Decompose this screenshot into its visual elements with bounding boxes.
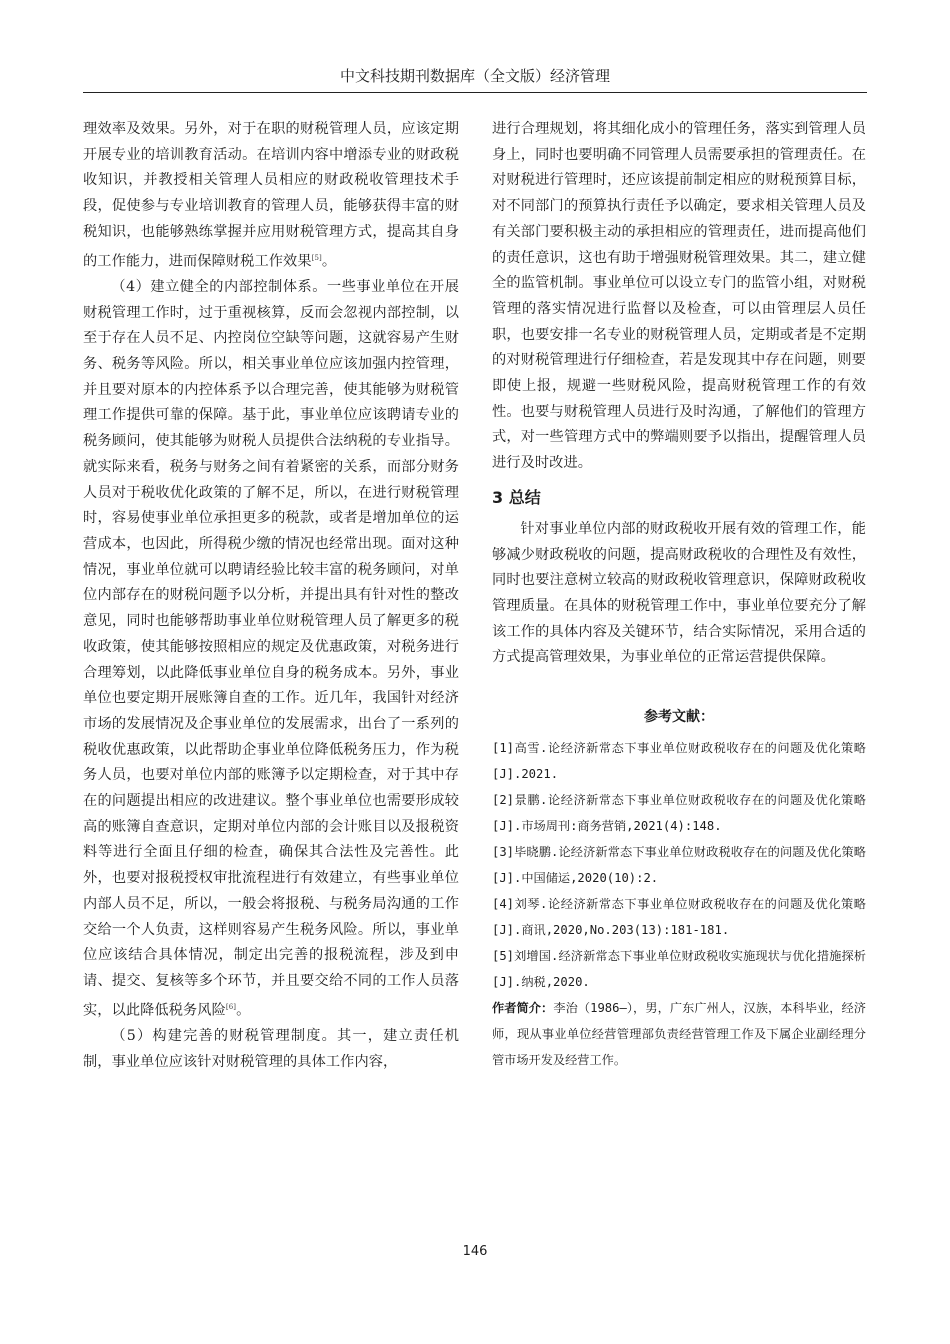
section-heading: 3 总结 bbox=[492, 487, 541, 507]
page-number: 146 bbox=[462, 1244, 488, 1259]
author-bio bbox=[492, 995, 866, 1073]
left-column bbox=[83, 117, 459, 1075]
paragraph-end: 。 bbox=[321, 253, 337, 270]
paragraph bbox=[83, 275, 459, 1024]
reference-item: [5]刘增国.经济新常态下事业单位财政税收实施现状与优化措施探析[J].纳税,2020. bbox=[492, 949, 866, 990]
right-column bbox=[492, 117, 866, 1073]
references-list bbox=[492, 735, 866, 995]
paragraph-text: （5）构建完善的财税管理制度。其一，建立责任机制，事业单位应该针对财税管理的具体工作内容， bbox=[83, 1028, 459, 1070]
references-title: 参考文献： bbox=[644, 709, 714, 726]
journal-header bbox=[83, 62, 867, 93]
reference-item: [3]毕晓鹏.论经济新常态下事业单位财政税收存在的问题及优化策略[J].中国储运,2020(10):2. bbox=[492, 845, 866, 886]
paragraph-text: 进行合理规划，将其细化成小的管理任务，落实到管理人员身上，同时也要明确不同管理人员需要承担的管理责任。在对财税进行管理时，还应该提前制定相应的财税预算目标，对不同部门的预算执行责任予以确定，要求相关管理人员及有关部门要积极主动的承担相应的管理责任，进而提高他们的责任意识，这也有助于增强财税管理效果。其二，建立健全的监管机制。事业单位可以设立专门的监管小组，对财税管理的落实情况进行监督以及检查，可以由管理层人员任职，也要安排一名专业的财税管理人员，定期或者是不定期的对财税管理进行仔细检查，若是发现其中存在问题，则要即使上报，规避一些财税风险，提高财税管理工作的有效性。也要与财税管理人员进行及时沟通，了解他们的管理方式，对一些管理方式中的弊端则要予以指出，提醒管理人员进行及时改进。 bbox=[492, 121, 866, 472]
author-bio-text: 李治（1986—），男，广东广州人，汉族，本科毕业，经济师，现从事业单位经营管理部负责经营管理工作及下属企业副经理分管市场开发及经营工作。 bbox=[492, 1001, 866, 1068]
paragraph-end: 。 bbox=[236, 1002, 251, 1019]
paragraph bbox=[492, 517, 866, 671]
reference-item: [4]刘琴.论经济新常态下事业单位财政税收存在的问题及优化策略[J].商讯,2020,No.203(13):181-181. bbox=[492, 897, 866, 938]
paragraph bbox=[83, 117, 459, 275]
paragraph bbox=[83, 1024, 459, 1075]
paragraph-text: 针对事业单位内部的财政税收开展有效的管理工作，能够减少财政税收的问题，提高财政税收的合理性及有效性，同时也要注意树立较高的财政税收管理意识，保障财政税收管理质量。在具体的财税管理工作中，事业单位要充分了解该工作的具体内容及关键环节，结合实际情况，采用合适的方式提高管理效果，为事业单位的正常运营提供保障。 bbox=[492, 520, 866, 666]
citation-marker: [5] bbox=[311, 253, 322, 262]
author-bio-label: 作者简介： bbox=[492, 1001, 554, 1016]
paragraph-text: （4）建立健全的内部控制体系。一些事业单位在开展财税管理工作时，过于重视核算，反而会忽视内部控制，以至于存在人员不足、内控岗位空缺等问题，这就容易产生财务、税务等风险。所以，相关事业单位应该加强内控管理，并且要对原本的内控体系予以合理完善，使其能够为财税管理工作提供可靠的保障。基于此，事业单位应该聘请专业的税务顾问，使其能够为财税人员提供合法纳税的专业指导。就实际来看，税务与财务之间有着紧密的关系，而部分财务人员对于税收优化政策的了解不足，所以，在进行财税管理时，容易使事业单位承担更多的税款，或者是增加单位的运营成本，也因此，所得税少缴的情况也经常出现。面对这种情况，事业单位就可以聘请经验比较丰富的税务顾问，对单位内部存在的财税问题予以分析，并提出具有针对性的整改意见，同时也能够帮助事业单位财税管理人员了解更多的税收政策，使其能够按照相应的规定及优惠政策，对税务进行合理筹划，以此降低事业单位自身的税务成本。另外，事业单位也要定期开展账簿自查的工作。近几年，我国针对经济市场的发展情况及企事业单位的发展需求，出台了一系列的税收优惠政策，以此帮助企事业单位降低税务压力，作为税务人员，也要对单位内部的账簿予以定期检查，对于其中存在的问题提出相应的改进建议。整个事业单位也需要形成较高的账簿自查意识，定期对单位内部的会计账目以及报税资料等进行全面且仔细的检查，确保其合法性及完善性。此外，也要对报税授权审批流程进行有效建立，有些事业单位内部人员不足，所以，一般会将报税、与税务局沟通的工作交给一个人负责，这样则容易产生税务风险。所以，事业单位应该结合具体情况，制定出完善的报税流程，涉及到申请、提交、复核等多个环节，并且要交给不同的工作人员落实，以此降低税务风险 bbox=[83, 278, 459, 1019]
citation-marker: [6] bbox=[225, 1002, 237, 1011]
reference-item: [1]高雪.论经济新常态下事业单位财政税收存在的问题及优化策略[J].2021. bbox=[492, 741, 866, 782]
paragraph bbox=[492, 117, 866, 477]
paragraph-text: 理效率及效果。另外，对于在职的财税管理人员，应该定期开展专业的培训教育活动。在培训内容中增添专业的财政税收知识，并教授相关管理人员相应的财政税收管理技术手段，促使参与专业培训教育的管理人员，能够获得丰富的财税知识，也能够熟练掌握并应用财税管理方式，提高其自身的工作能力，进而保障财税工作效果 bbox=[83, 121, 459, 270]
reference-item: [2]景鹏.论经济新常态下事业单位财政税收存在的问题及优化策略[J].市场周刊:商务营销,2021(4):148. bbox=[492, 793, 866, 834]
journal-title: 中文科技期刊数据库（全文版）经济管理 bbox=[339, 67, 610, 85]
